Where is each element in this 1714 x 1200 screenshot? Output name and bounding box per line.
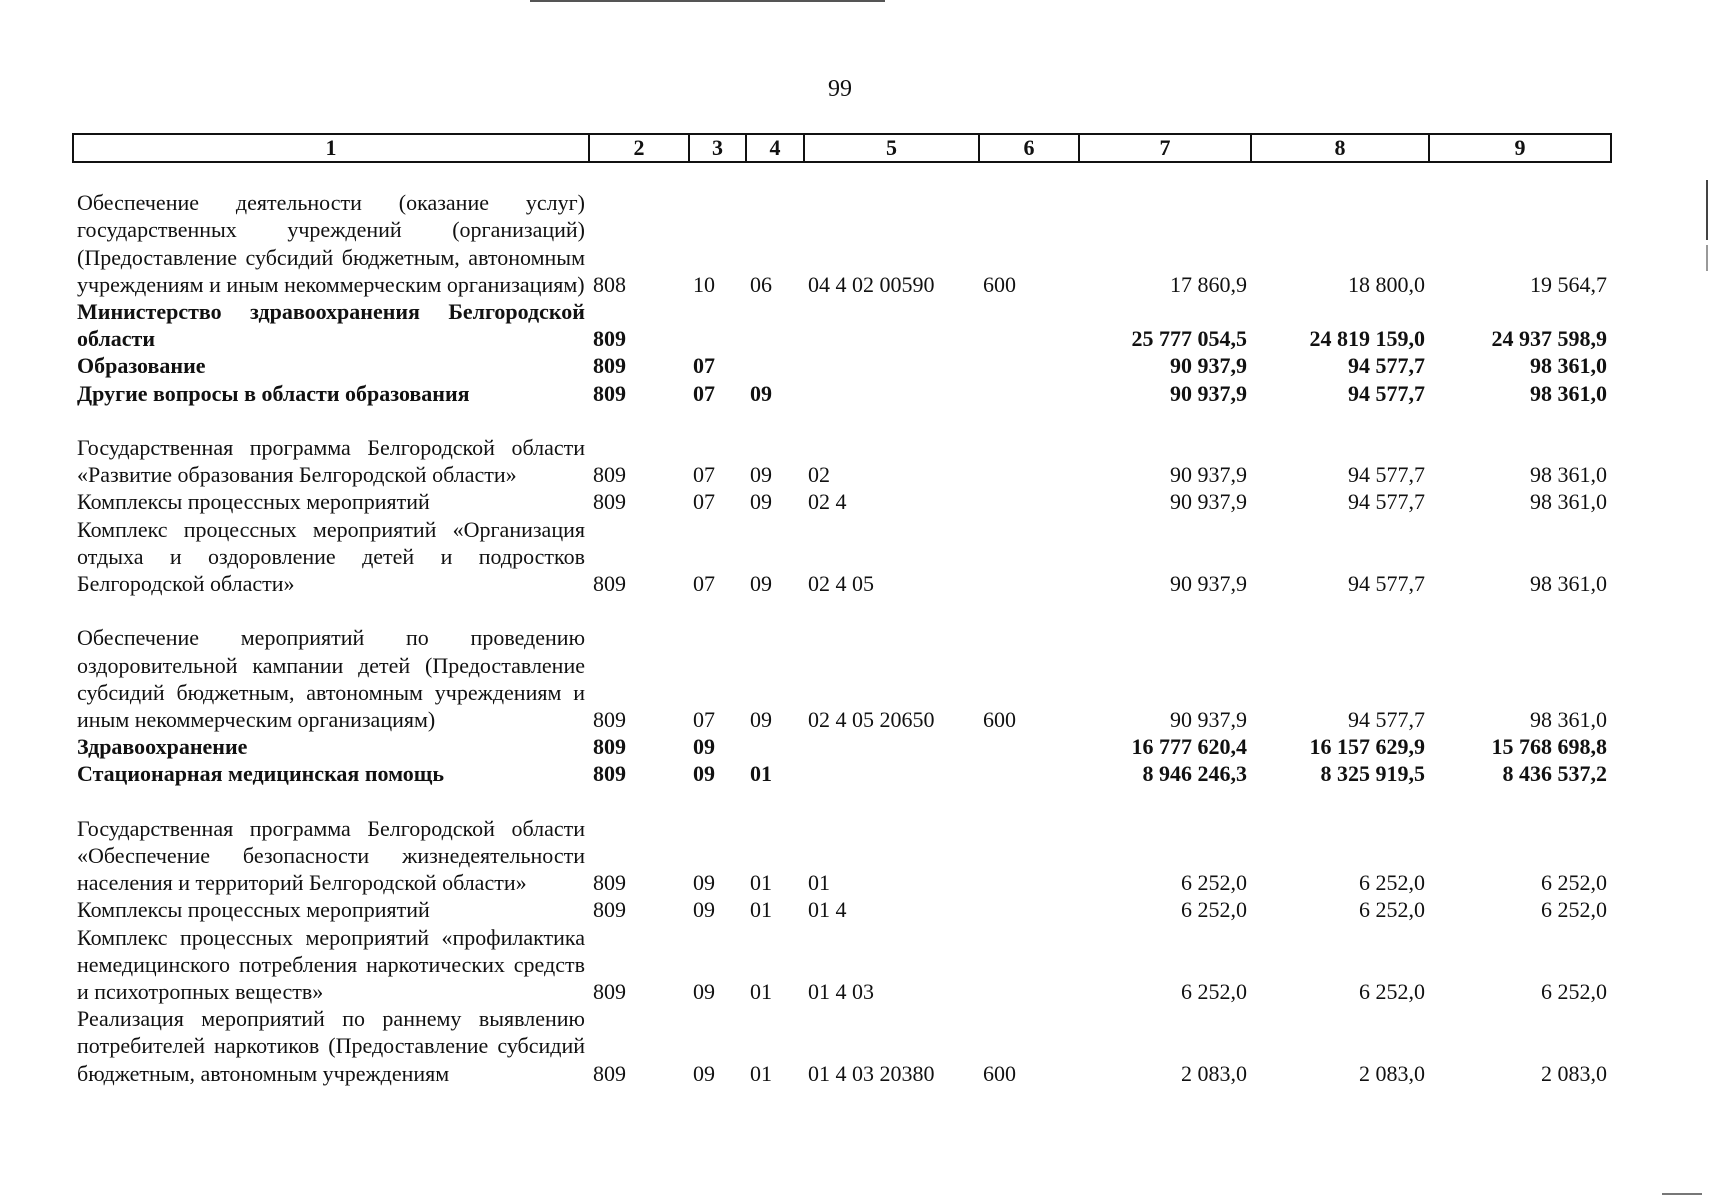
amount-col-9: 15 768 698,8 xyxy=(1491,734,1607,760)
row-description: Комплекс процессных мероприятий «профилактика немедицинского потребления наркотических средств и психотропных веществ» xyxy=(77,924,585,1005)
amount-col-9: 98 361,0 xyxy=(1530,353,1607,379)
expense-type-code xyxy=(979,407,1079,489)
amount-col-8: 94 577,7 xyxy=(1348,489,1425,515)
expense-type-code xyxy=(979,788,1079,897)
expense-type-code xyxy=(979,488,1079,515)
section-code: 09 xyxy=(693,734,715,760)
row-description: Реализация мероприятий по раннему выявлению потребителей наркотиков (Предоставление субсидий бюджетным, автономным учреждениям xyxy=(77,1006,585,1086)
section-code: 07 xyxy=(693,571,715,597)
expense-type-code: 600 xyxy=(983,1060,1016,1086)
row-description: Государственная программа Белгородской области «Обеспечение безопасности жизнедеятельности населения и территорий Белгородской области» xyxy=(77,815,585,896)
section-code xyxy=(689,298,746,352)
amount-col-7: 90 937,9 xyxy=(1170,353,1247,379)
target-article-code: 02 xyxy=(808,462,830,488)
ministry-code: 809 xyxy=(593,707,626,733)
subsection-code xyxy=(746,298,804,352)
subsection-code: 09 xyxy=(750,489,772,515)
amount-col-7: 25 777 054,5 xyxy=(1131,326,1247,352)
expense-type-code xyxy=(979,733,1079,760)
expense-type-code xyxy=(979,352,1079,379)
section-code: 07 xyxy=(693,353,715,379)
subsection-code: 09 xyxy=(750,462,772,488)
amount-col-8: 94 577,7 xyxy=(1348,571,1425,597)
amount-col-9: 8 436 537,2 xyxy=(1502,761,1607,787)
amount-col-9: 98 361,0 xyxy=(1530,489,1607,515)
expense-type-code: 600 xyxy=(983,707,1016,733)
target-article-code: 01 4 03 20380 xyxy=(808,1060,935,1086)
ministry-code: 809 xyxy=(593,761,626,787)
row-description: Здравоохранение xyxy=(77,734,248,760)
amount-col-8: 94 577,7 xyxy=(1348,707,1425,733)
section-code: 09 xyxy=(693,979,715,1005)
column-header-3: 3 xyxy=(689,134,746,162)
section-code: 09 xyxy=(693,897,715,923)
target-article-code xyxy=(804,760,979,787)
table-row xyxy=(73,760,1611,787)
table-row xyxy=(73,788,1611,897)
amount-col-8: 94 577,7 xyxy=(1348,353,1425,379)
subsection-code: 01 xyxy=(750,761,772,787)
page-number: 99 xyxy=(828,76,852,102)
amount-col-9: 2 083,0 xyxy=(1541,1060,1607,1086)
ministry-code: 809 xyxy=(593,489,626,515)
amount-col-9: 98 361,0 xyxy=(1530,380,1607,406)
amount-col-7: 6 252,0 xyxy=(1181,897,1247,923)
column-header-2: 2 xyxy=(589,134,689,162)
target-article-code xyxy=(804,380,979,407)
section-code: 09 xyxy=(693,870,715,896)
amount-col-7: 90 937,9 xyxy=(1170,707,1247,733)
target-article-code xyxy=(804,733,979,760)
section-code: 07 xyxy=(693,489,715,515)
amount-col-9: 6 252,0 xyxy=(1541,897,1607,923)
subsection-code: 01 xyxy=(750,870,772,896)
table-row xyxy=(73,516,1611,598)
amount-col-9: 19 564,7 xyxy=(1530,271,1607,297)
amount-col-9: 6 252,0 xyxy=(1541,870,1607,896)
amount-col-8: 6 252,0 xyxy=(1359,870,1425,896)
amount-col-7: 6 252,0 xyxy=(1181,979,1247,1005)
column-header-7: 7 xyxy=(1079,134,1251,162)
amount-col-7: 90 937,9 xyxy=(1170,462,1247,488)
subsection-code: 06 xyxy=(750,271,772,297)
target-article-code: 01 xyxy=(808,870,830,896)
section-code: 07 xyxy=(693,462,715,488)
header-row xyxy=(73,134,1611,162)
table-row xyxy=(73,597,1611,733)
ministry-code: 809 xyxy=(593,734,626,760)
amount-col-8: 6 252,0 xyxy=(1359,897,1425,923)
ministry-code: 809 xyxy=(593,897,626,923)
budget-table xyxy=(72,133,1612,1087)
ministry-code: 808 xyxy=(593,271,626,297)
scan-edge-mark xyxy=(1706,245,1708,271)
target-article-code xyxy=(804,352,979,379)
amount-col-8: 94 577,7 xyxy=(1348,462,1425,488)
row-description: Комплексы процессных мероприятий xyxy=(77,897,430,923)
amount-col-9: 24 937 598,9 xyxy=(1491,326,1607,352)
section-code: 07 xyxy=(693,380,715,406)
column-header-6: 6 xyxy=(979,134,1079,162)
amount-col-9: 6 252,0 xyxy=(1541,979,1607,1005)
expense-type-code xyxy=(979,760,1079,787)
target-article-code: 01 4 03 xyxy=(808,979,874,1005)
table-row xyxy=(73,162,1611,298)
section-code: 09 xyxy=(693,761,715,787)
table-row xyxy=(73,407,1611,489)
subsection-code: 09 xyxy=(750,707,772,733)
subsection-code: 01 xyxy=(750,979,772,1005)
ministry-code: 809 xyxy=(593,326,626,352)
expense-type-code xyxy=(979,516,1079,598)
row-description: Образование xyxy=(77,353,206,379)
ministry-code: 809 xyxy=(593,380,626,406)
expense-type-code xyxy=(979,380,1079,407)
column-header-9: 9 xyxy=(1429,134,1611,162)
row-description: Министерство здравоохранения Белгородской области xyxy=(77,299,585,352)
amount-col-8: 94 577,7 xyxy=(1348,380,1425,406)
column-header-4: 4 xyxy=(746,134,804,162)
expense-type-code xyxy=(979,924,1079,1006)
table-body xyxy=(73,162,1611,1087)
table-row xyxy=(73,924,1611,1006)
ministry-code: 809 xyxy=(593,870,626,896)
amount-col-7: 17 860,9 xyxy=(1170,271,1247,297)
amount-col-9: 98 361,0 xyxy=(1530,571,1607,597)
amount-col-7: 90 937,9 xyxy=(1170,489,1247,515)
scan-edge-mark xyxy=(1706,180,1708,240)
amount-col-7: 90 937,9 xyxy=(1170,571,1247,597)
table-row xyxy=(73,733,1611,760)
table-row xyxy=(73,380,1611,407)
target-article-code: 02 4 xyxy=(808,489,847,515)
amount-col-7: 8 946 246,3 xyxy=(1142,761,1247,787)
row-description: Государственная программа Белгородской области «Развитие образования Белгородской области» xyxy=(77,435,585,488)
amount-col-8: 16 157 629,9 xyxy=(1309,734,1425,760)
expense-type-code xyxy=(979,298,1079,352)
section-code: 07 xyxy=(693,707,715,733)
ministry-code: 809 xyxy=(593,462,626,488)
amount-col-9: 98 361,0 xyxy=(1530,462,1607,488)
target-article-code: 02 4 05 20650 xyxy=(808,707,935,733)
amount-col-8: 24 819 159,0 xyxy=(1309,326,1425,352)
amount-col-7: 6 252,0 xyxy=(1181,870,1247,896)
table-row xyxy=(73,352,1611,379)
ministry-code: 809 xyxy=(593,571,626,597)
row-description: Комплекс процессных мероприятий «Организация отдыха и оздоровление детей и подростков Белгородской области» xyxy=(77,516,585,597)
section-code: 10 xyxy=(693,271,715,297)
amount-col-8: 18 800,0 xyxy=(1348,271,1425,297)
row-description: Обеспечение мероприятий по проведению оздоровительной кампании детей (Предоставление субсидий бюджетным, автономным учреждениям и иным некоммерческим организациям) xyxy=(77,625,585,733)
row-description: Другие вопросы в области образования xyxy=(77,380,470,406)
target-article-code: 04 4 02 00590 xyxy=(808,271,935,297)
amount-col-7: 2 083,0 xyxy=(1181,1060,1247,1086)
subsection-code: 01 xyxy=(750,897,772,923)
amount-col-7: 16 777 620,4 xyxy=(1131,734,1247,760)
amount-col-8: 2 083,0 xyxy=(1359,1060,1425,1086)
amount-col-8: 6 252,0 xyxy=(1359,979,1425,1005)
ministry-code: 809 xyxy=(593,979,626,1005)
row-description: Стационарная медицинская помощь xyxy=(77,761,444,787)
scan-corner-mark xyxy=(1662,1193,1702,1195)
target-article-code xyxy=(804,298,979,352)
subsection-code xyxy=(746,352,804,379)
target-article-code: 01 4 xyxy=(808,897,847,923)
subsection-code: 09 xyxy=(750,571,772,597)
column-header-8: 8 xyxy=(1251,134,1429,162)
expense-type-code xyxy=(979,896,1079,923)
table-row xyxy=(73,298,1611,352)
row-description: Обеспечение деятельности (оказание услуг) государственных учреждений (организаций) (Предоставление субсидий бюджетным, автономным учреждениям и иным некоммерческим организациям) xyxy=(77,190,585,297)
ministry-code: 809 xyxy=(593,1060,626,1086)
amount-col-9: 98 361,0 xyxy=(1530,707,1607,733)
amount-col-8: 8 325 919,5 xyxy=(1320,761,1425,787)
subsection-code: 09 xyxy=(750,380,772,406)
subsection-code: 01 xyxy=(750,1060,772,1086)
table-row xyxy=(73,488,1611,515)
expense-type-code: 600 xyxy=(983,271,1016,297)
target-article-code: 02 4 05 xyxy=(808,571,874,597)
table-row xyxy=(73,1005,1611,1087)
top-rule xyxy=(530,0,885,2)
subsection-code xyxy=(746,733,804,760)
column-header-5: 5 xyxy=(804,134,979,162)
row-description: Комплексы процессных мероприятий xyxy=(77,489,430,515)
section-code: 09 xyxy=(693,1060,715,1086)
amount-col-7: 90 937,9 xyxy=(1170,380,1247,406)
ministry-code: 809 xyxy=(593,353,626,379)
table-row xyxy=(73,896,1611,923)
column-header-1: 1 xyxy=(73,134,589,162)
